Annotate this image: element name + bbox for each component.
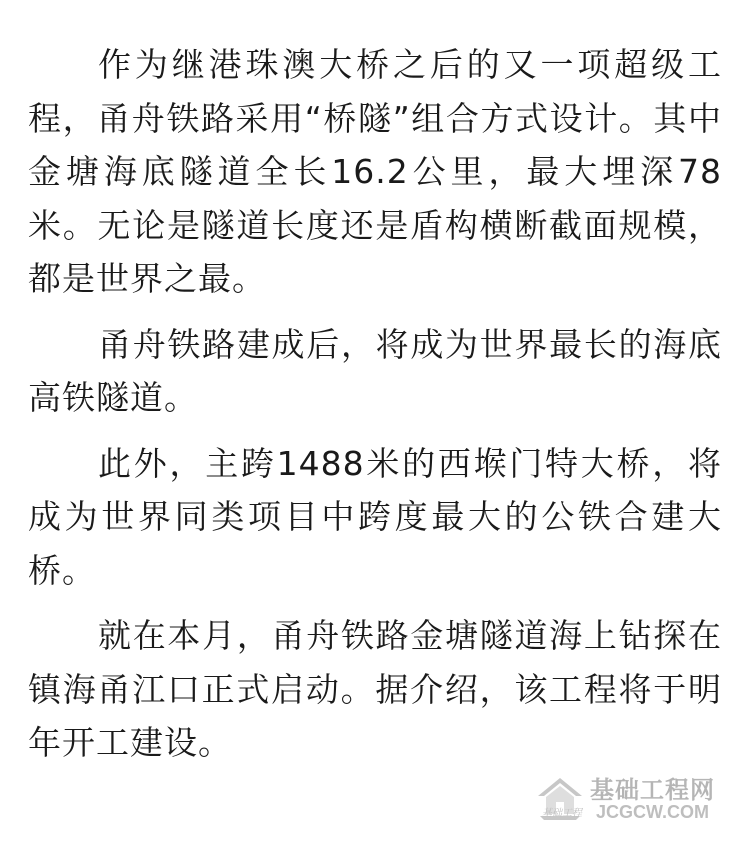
article-body xyxy=(28,38,722,782)
paragraph: 作为继港珠澳大桥之后的又一项超级工程，甬舟铁路采用“桥隧”组合方式设计。其中金塘海底隧道全长16.2公里，最大埋深78米。无论是隧道长度还是盾构横断截面规模，都是世界之最。 xyxy=(28,45,722,298)
watermark-site-name: 基础工程网 xyxy=(590,776,715,804)
watermark xyxy=(536,770,736,830)
watermark-domain: JCGCW.COM xyxy=(596,802,710,822)
paragraph: 此外，主跨1488米的西堠门特大桥，将成为世界同类项目中跨度最大的公铁合建大桥。 xyxy=(28,443,722,590)
paragraph: 就在本月，甬舟铁路金塘隧道海上钻探在镇海甬江口正式启动。据介绍，该工程将于明年开工建设。 xyxy=(28,616,722,762)
watermark-slogan: 基础工程 xyxy=(542,808,582,819)
paragraph: 甬舟铁路建成后，将成为世界最长的海底高铁隧道。 xyxy=(28,324,722,417)
